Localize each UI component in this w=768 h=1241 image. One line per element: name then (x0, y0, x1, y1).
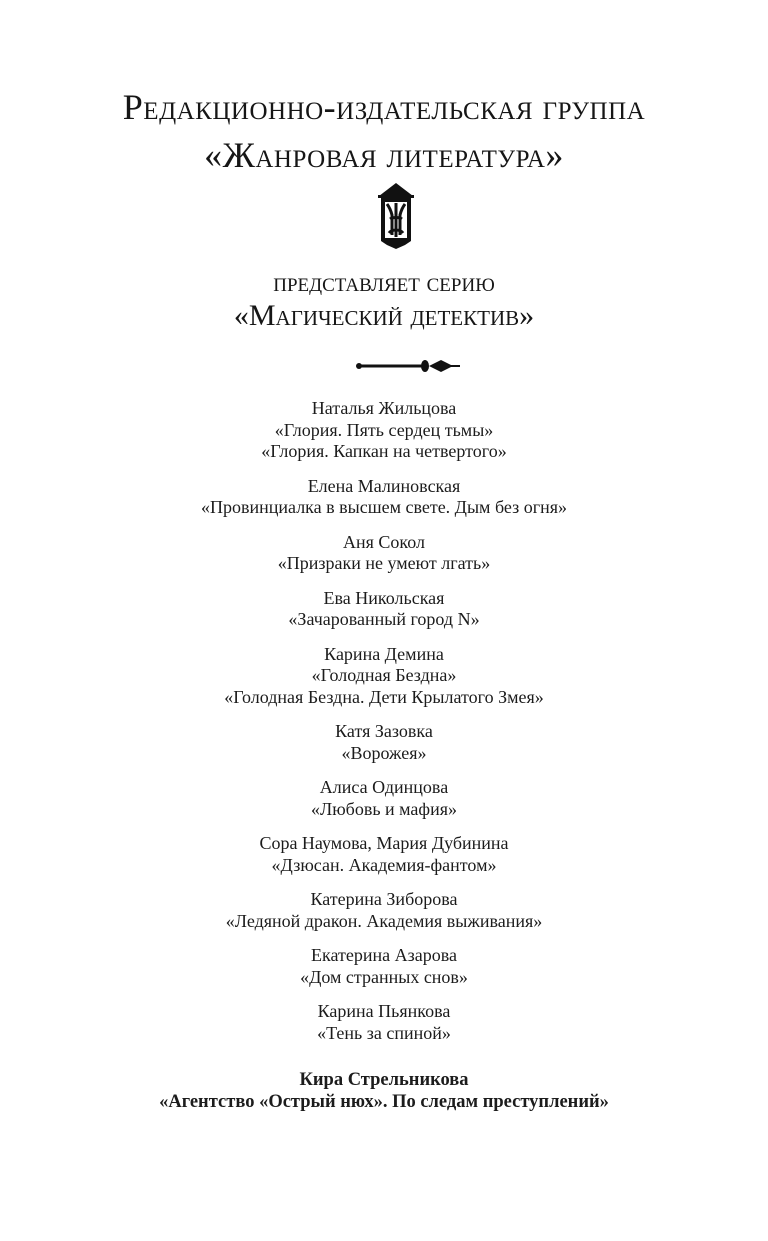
series-name: «Магический детектив» (233, 299, 535, 332)
book-title: «Глория. Пять сердец тьмы» (274, 419, 494, 440)
book-entry (0, 945, 768, 988)
book-title: «Дом странных снов» (300, 966, 468, 987)
publisher-line-2: «Жанровая литература» (204, 135, 564, 175)
lantern-icon (377, 183, 415, 249)
book-entry (0, 833, 768, 876)
ornament-divider-icon (355, 358, 465, 374)
book-title: «Ворожея» (341, 742, 427, 763)
book-entry (0, 398, 768, 463)
book-entry (0, 721, 768, 764)
book-title: «Дзюсан. Академия-фантом» (271, 854, 497, 875)
book-title: «Провинциалка в высшем свете. Дым без огня» (201, 497, 567, 517)
book-title: «Голодная Бездна. Дети Крылатого Змея» (224, 686, 544, 707)
book-entry (0, 532, 768, 575)
author-name: Ева Никольская (323, 587, 445, 608)
book-title: «Ледяной дракон. Академия выживания» (225, 910, 543, 931)
book-list (0, 398, 768, 1126)
book-entry (0, 889, 768, 932)
book-entry (0, 1001, 768, 1044)
series-intro: представляет серию (273, 267, 495, 297)
book-entry (0, 777, 768, 820)
publisher-line-1: Редакционно-издательская группа (122, 87, 646, 127)
author-name: Катерина Зиборова (310, 889, 458, 909)
book-title: «Голодная Бездна» (311, 665, 457, 685)
publisher-heading (0, 83, 768, 179)
book-title: «Зачарованный город N» (288, 609, 480, 629)
book-title: «Глория. Капкан на четвертого» (261, 441, 507, 461)
series-heading (0, 265, 768, 333)
author-name: Сора Наумова, Мария Дубинина (259, 833, 509, 853)
featured-book-title: «Агентство «Острый нюх». По следам преступлений» (159, 1091, 609, 1112)
book-entry (0, 644, 768, 709)
author-name: Аня Сокол (343, 531, 425, 552)
author-name: Алиса Одинцова (319, 777, 449, 797)
author-name: Наталья Жильцова (311, 398, 457, 418)
featured-book-entry (0, 1070, 768, 1113)
author-name: Катя Зазовка (335, 721, 433, 741)
author-name: Екатерина Азарова (311, 945, 457, 965)
featured-author-name: Кира Стрельникова (299, 1070, 469, 1090)
author-name: Карина Демина (324, 643, 444, 664)
book-entry (0, 588, 768, 631)
book-entry (0, 476, 768, 519)
author-name: Елена Малиновская (307, 475, 461, 496)
book-title: «Тень за спиной» (317, 1022, 451, 1043)
book-title: «Любовь и мафия» (311, 798, 457, 819)
author-name: Карина Пьянкова (317, 1001, 451, 1021)
book-title: «Призраки не умеют лгать» (277, 553, 491, 573)
